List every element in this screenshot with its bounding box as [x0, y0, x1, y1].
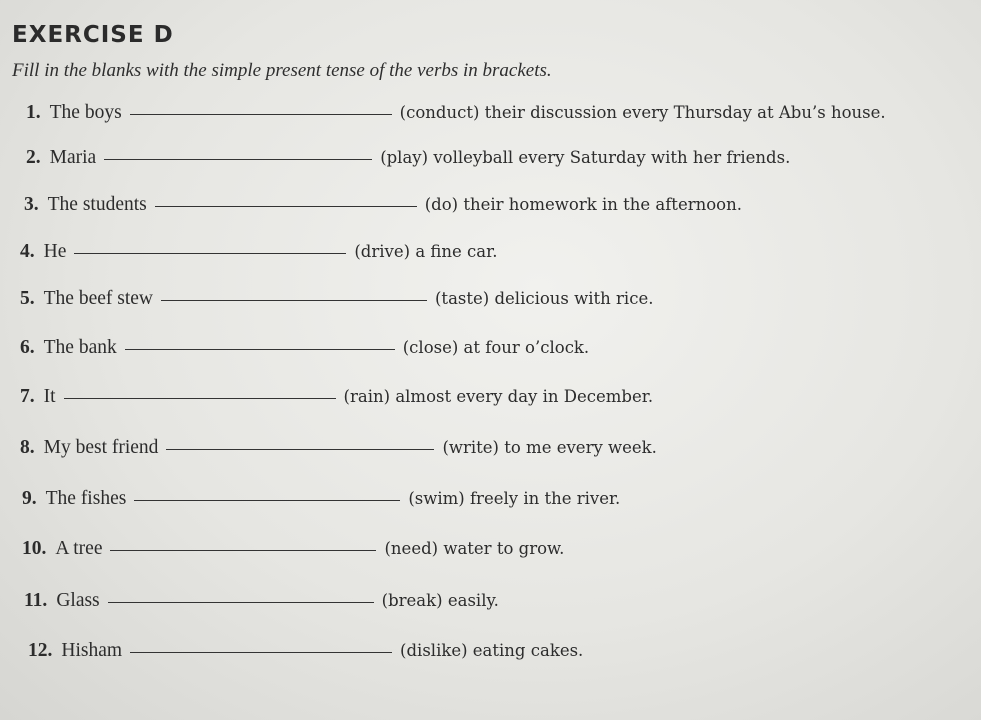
item-verb: (need) [384, 539, 439, 558]
exercise-item [26, 102, 886, 124]
item-number: 8. [20, 437, 35, 458]
answer-blank[interactable] [134, 499, 400, 501]
exercise-item [22, 538, 564, 560]
answer-blank[interactable] [130, 113, 392, 115]
item-subject: The bank [43, 337, 117, 358]
item-number: 9. [22, 488, 37, 509]
exercise-item [20, 288, 653, 310]
item-verb-clause [344, 387, 654, 406]
item-subject: Glass [56, 590, 100, 611]
item-subject: The beef stew [43, 288, 153, 309]
exercise-item [26, 147, 790, 169]
item-subject: The boys [49, 102, 122, 123]
item-verb-clause [380, 148, 790, 167]
item-verb: (close) [402, 338, 459, 357]
item-verb-clause [435, 289, 653, 308]
item-number: 3. [24, 194, 39, 215]
item-verb: (swim) [408, 489, 465, 508]
item-verb: (taste) [435, 289, 490, 308]
item-verb: (write) [442, 438, 499, 457]
item-verb-clause [382, 591, 499, 610]
answer-blank[interactable] [104, 158, 372, 160]
item-number: 10. [22, 538, 47, 559]
item-rest: a fine car. [415, 242, 498, 261]
item-verb-clause [403, 338, 589, 357]
item-number: 4. [20, 241, 35, 262]
item-rest: their homework in the afternoon. [463, 195, 742, 214]
item-verb-clause [442, 438, 656, 457]
item-rest: their discussion every Thursday at Abu’s house. [484, 103, 886, 122]
exercise-item [28, 640, 583, 662]
exercise-instruction: Fill in the blanks with the simple present tense of the verbs in brackets. [12, 60, 552, 81]
item-rest: to me every week. [504, 438, 657, 457]
exercise-item [20, 241, 497, 263]
item-subject: My best friend [43, 437, 159, 458]
answer-blank[interactable] [108, 601, 374, 603]
item-number: 12. [28, 640, 53, 661]
exercise-title: EXERCISE D [12, 22, 174, 48]
answer-blank[interactable] [125, 348, 395, 350]
answer-blank[interactable] [130, 651, 392, 653]
answer-blank[interactable] [74, 252, 346, 254]
item-verb: (dislike) [400, 641, 468, 660]
exercise-item [20, 386, 653, 408]
answer-blank[interactable] [161, 299, 427, 301]
exercise-item [20, 337, 589, 359]
exercise-item [24, 194, 742, 216]
item-verb-clause [354, 242, 497, 261]
item-rest: volleyball every Saturday with her friends. [433, 148, 791, 167]
item-subject: A tree [55, 538, 103, 559]
item-subject: Hisham [61, 640, 123, 661]
item-rest: water to grow. [443, 539, 565, 558]
item-number: 7. [20, 386, 35, 407]
item-number: 1. [26, 102, 41, 123]
item-verb-clause [400, 103, 886, 122]
item-number: 11. [24, 590, 48, 611]
item-number: 6. [20, 337, 35, 358]
item-subject: It [43, 386, 56, 407]
item-verb: (rain) [343, 387, 391, 406]
exercise-item [24, 590, 499, 612]
answer-blank[interactable] [155, 205, 417, 207]
item-verb: (break) [381, 591, 443, 610]
item-rest: at four o’clock. [463, 338, 590, 357]
item-verb-clause [408, 489, 620, 508]
item-number: 2. [26, 147, 41, 168]
item-subject: The students [47, 194, 147, 215]
item-verb-clause [384, 539, 564, 558]
item-rest: delicious with rice. [494, 289, 654, 308]
answer-blank[interactable] [166, 448, 434, 450]
item-subject: The fishes [45, 488, 127, 509]
exercise-item [20, 437, 657, 459]
item-verb: (do) [424, 195, 459, 214]
item-subject: He [43, 241, 67, 262]
item-rest: easily. [447, 591, 499, 610]
answer-blank[interactable] [110, 549, 376, 551]
item-verb: (drive) [354, 242, 411, 261]
exercise-item [22, 488, 620, 510]
item-rest: almost every day in December. [395, 387, 654, 406]
item-rest: freely in the river. [469, 489, 621, 508]
item-number: 5. [20, 288, 35, 309]
item-verb-clause [425, 195, 742, 214]
answer-blank[interactable] [64, 397, 336, 399]
item-verb: (conduct) [399, 103, 480, 122]
item-rest: eating cakes. [472, 641, 584, 660]
item-verb-clause [400, 641, 583, 660]
item-subject: Maria [49, 147, 97, 168]
item-verb: (play) [380, 148, 429, 167]
